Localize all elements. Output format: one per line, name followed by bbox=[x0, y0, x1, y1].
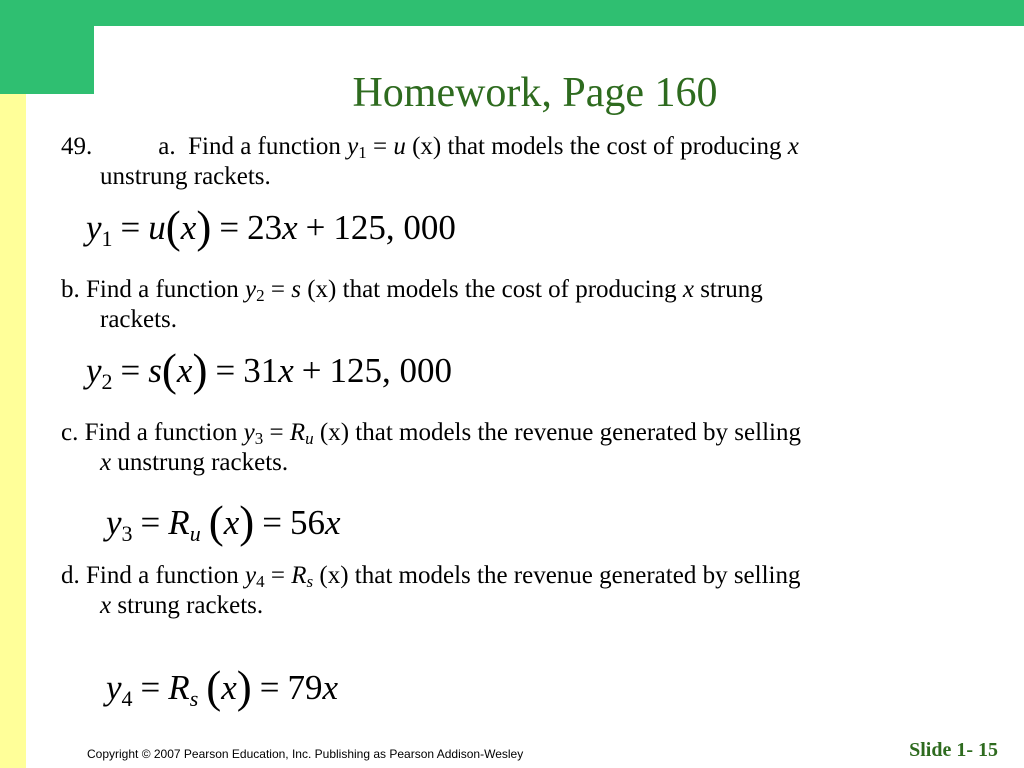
eq-arg: x bbox=[223, 503, 240, 542]
part-continuation: unstrung rackets. bbox=[100, 163, 271, 190]
eq-coef: 79 bbox=[287, 668, 323, 707]
var-x: x bbox=[100, 592, 112, 619]
slide-number: Slide 1- 15 bbox=[909, 739, 998, 761]
fn-arg: (x) bbox=[319, 419, 350, 446]
part-continuation-text: unstrung rackets. bbox=[117, 449, 289, 476]
eq-rhs-var: x bbox=[278, 351, 294, 390]
left-accent-strip bbox=[0, 94, 26, 768]
fn-var: y bbox=[245, 562, 257, 589]
fn-arg: (x) bbox=[319, 562, 349, 589]
problem-part-a bbox=[61, 132, 1001, 192]
equation-c: $y_3 = R_u$ (x) = 56x bbox=[106, 497, 341, 547]
part-continuation-text: strung rackets. bbox=[117, 592, 264, 619]
eq-coef: 23 bbox=[247, 208, 283, 247]
fn-sub: 4 bbox=[256, 572, 265, 591]
fn-arg: (x) bbox=[307, 276, 337, 303]
part-continuation bbox=[61, 448, 1011, 478]
eq-arg: x bbox=[221, 668, 237, 707]
equation-d: $y_4 = R_s$ (x) = 79x bbox=[106, 662, 339, 712]
eq-fn: R bbox=[168, 668, 190, 707]
part-label: c. bbox=[61, 419, 79, 446]
fn-var: y bbox=[243, 419, 255, 446]
eq-lhs-sub: 3 bbox=[121, 521, 133, 546]
fn-name: R bbox=[289, 419, 306, 446]
eq-lhs-var: y bbox=[86, 208, 102, 247]
fn-sub: 1 bbox=[358, 143, 367, 162]
fn-var: y bbox=[245, 276, 257, 303]
part-text: strung bbox=[700, 276, 763, 303]
fn-name: u bbox=[393, 133, 406, 160]
part-text: Find a function bbox=[188, 133, 341, 160]
fn-sub: 3 bbox=[254, 429, 264, 448]
top-accent-bar bbox=[0, 0, 1024, 26]
part-label: a. bbox=[158, 133, 176, 160]
eq-arg: x bbox=[180, 208, 197, 247]
eq-fn-sub: u bbox=[189, 521, 201, 546]
part-continuation: rackets. bbox=[100, 306, 178, 333]
problem-part-d bbox=[61, 561, 1011, 621]
equation-b: $y_2 = s(x) = 31x + 125$, 000 bbox=[86, 345, 453, 395]
part-text: Find a function bbox=[86, 562, 239, 589]
eq-lhs-var: y bbox=[86, 351, 102, 390]
problem-part-b bbox=[61, 275, 1001, 335]
fn-equals: = bbox=[270, 562, 285, 589]
eq-coef: 31 bbox=[243, 351, 279, 390]
fn-equals: = bbox=[270, 276, 285, 303]
eq-rhs-var: x bbox=[322, 668, 339, 707]
equation-a: $y_1 = u(x) = 23x + 125$, 000 bbox=[86, 202, 456, 252]
eq-lhs-var: y bbox=[106, 668, 122, 707]
fn-name: s bbox=[291, 276, 301, 303]
copyright-text: Copyright © 2007 Pearson Education, Inc. Publishing as Pearson Addison-Wesley bbox=[87, 747, 524, 761]
part-label: d. bbox=[61, 562, 80, 589]
fn-name: R bbox=[291, 562, 307, 589]
part-continuation bbox=[61, 591, 1011, 621]
eq-fn: u bbox=[148, 208, 166, 247]
eq-constant: 125, 000 bbox=[333, 208, 456, 247]
var-x: x bbox=[787, 133, 799, 160]
eq-arg: x bbox=[176, 351, 193, 390]
fn-sub: 2 bbox=[256, 286, 265, 305]
fn-arg: (x) bbox=[412, 133, 442, 160]
part-text: that models the revenue generated by selling bbox=[354, 562, 801, 589]
problem-number: 49. bbox=[61, 133, 93, 160]
part-text: Find a function bbox=[86, 276, 239, 303]
var-x: x bbox=[100, 449, 112, 476]
eq-lhs-sub: 1 bbox=[101, 226, 113, 251]
fn-var: y bbox=[347, 133, 359, 160]
eq-fn-sub: s bbox=[189, 686, 199, 711]
eq-coef: 56 bbox=[289, 503, 325, 542]
eq-fn: R bbox=[168, 503, 190, 542]
part-text: that models the cost of producing bbox=[447, 133, 782, 160]
slide-title: Homework, Page 160 bbox=[352, 70, 718, 116]
eq-lhs-var: y bbox=[106, 503, 122, 542]
eq-lhs-sub: 2 bbox=[101, 369, 113, 394]
var-x: x bbox=[682, 276, 694, 303]
eq-constant: 125, 000 bbox=[329, 351, 453, 390]
fn-name-sub: u bbox=[305, 429, 314, 448]
fn-equals: = bbox=[269, 419, 284, 446]
eq-rhs-var: x bbox=[282, 208, 298, 247]
part-text: that models the revenue generated by selling bbox=[355, 419, 801, 446]
part-text: that models the cost of producing bbox=[342, 276, 677, 303]
fn-equals: = bbox=[372, 133, 388, 160]
part-label: b. bbox=[61, 276, 80, 303]
eq-rhs-var: x bbox=[324, 503, 341, 542]
part-text: Find a function bbox=[84, 419, 238, 446]
eq-fn: s bbox=[148, 351, 162, 390]
fn-name-sub: s bbox=[306, 572, 314, 591]
eq-lhs-sub: 4 bbox=[121, 686, 133, 711]
problem-part-c bbox=[61, 418, 1011, 478]
